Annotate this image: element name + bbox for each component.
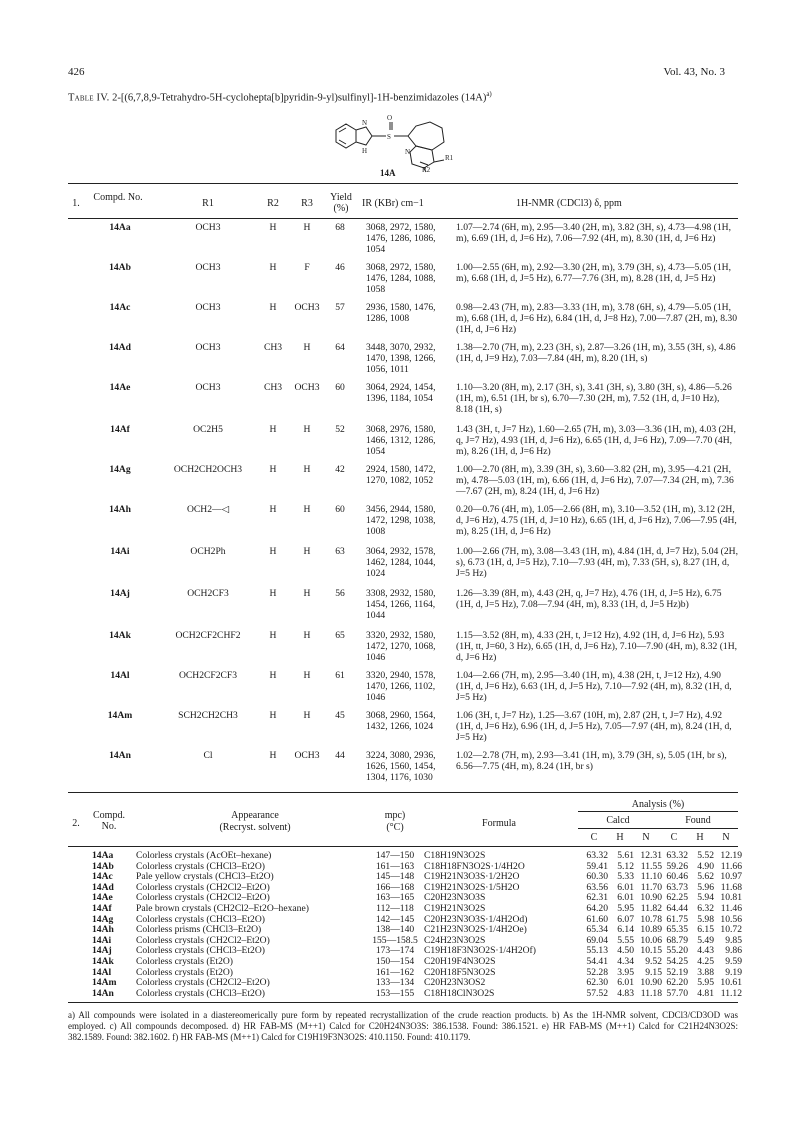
table1-header-r2: R2 — [267, 198, 279, 209]
table2-cell-found: 5.98 — [697, 913, 714, 925]
table1-cell-yield: 52 — [335, 424, 345, 435]
table2-cell-appearance: Colorless crystals (CHCl3–Et2O) — [136, 860, 265, 872]
table2-cell-id: 14Ab — [92, 860, 114, 872]
table2-header-calcd-n: N — [642, 832, 650, 843]
table2-analysis-rule — [578, 811, 738, 812]
table1-cell-r3: H — [303, 464, 311, 475]
table2-cell-found: 10.81 — [720, 892, 742, 904]
table2-cell-found: 5.52 — [697, 850, 714, 861]
table1-cell-r1: OCH2CH2OCH3 — [173, 464, 243, 475]
table1-header-r1: R1 — [202, 198, 214, 209]
table2-cell-found: 11.12 — [720, 987, 742, 999]
table2-cell-mp: 133—134 — [375, 977, 415, 989]
table2-cell-calcd: 59.41 — [586, 860, 608, 872]
table1-cell-r1: SCH2CH2CH3 — [178, 710, 238, 721]
table2-cell-formula: C20H23N3O3S — [424, 892, 486, 904]
table1-cell-r3: H — [303, 630, 311, 641]
table1-cell-yield: 44 — [335, 750, 345, 761]
structure-atom-pyridine-n: N — [405, 148, 411, 156]
table2-cell-found: 54.25 — [666, 956, 688, 967]
table1-header-rule — [68, 218, 738, 219]
table2-cell-appearance: Colorless crystals (CHCl3–Et2O) — [136, 913, 265, 925]
table1-cell-id: 14Al — [110, 670, 130, 681]
table1-cell-r2: CH3 — [263, 342, 283, 353]
table2-cell-found: 61.75 — [666, 913, 688, 925]
table2-cell-calcd: 11.70 — [640, 881, 662, 893]
table1-cell-yield: 61 — [335, 670, 345, 681]
table1-cell-nmr: 1.10—3.20 (8H, m), 2.17 (3H, s), 3.41 (3H, s), 3.80 (3H, s), 4.86—5.26 (1H, m), 6.51 (1H, br s), 6.70—7.30 (2H, m), 7.52 (1H, d, J=10 Hz), 8.18 (1H, s) — [456, 382, 732, 416]
table2-cell-mp: 138—140 — [375, 924, 415, 936]
table2-cell-calcd: 64.20 — [586, 903, 608, 914]
table1-cell-ir: 2924, 1580, 1472, 1270, 1082, 1052 — [366, 464, 436, 487]
table1-cell-r1: OCH2CF2CHF2 — [175, 630, 241, 641]
table2-cell-found: 9.19 — [725, 966, 742, 978]
table2-cell-calcd: 63.32 — [586, 850, 608, 861]
table2-cell-appearance: Colorless prisms (CHCl3–Et2O) — [136, 924, 262, 936]
table1-number: 1. — [72, 198, 80, 209]
table2-cell-id: 14Ag — [92, 913, 114, 925]
table2-cell-calcd: 5.33 — [617, 871, 634, 883]
table2-cell-calcd: 54.41 — [586, 956, 608, 967]
table2-cell-calcd: 5.61 — [617, 850, 634, 861]
table2-cell-found: 65.35 — [666, 924, 688, 936]
table1-cell-yield: 45 — [335, 710, 345, 721]
table2-header-formula: Formula — [482, 818, 516, 829]
table2-cell-mp: 147—150 — [375, 850, 415, 861]
structure-label: 14A — [380, 168, 396, 178]
table2-cell-mp: 145—148 — [375, 871, 415, 883]
table1-cell-r2: H — [269, 302, 277, 313]
table2-cell-appearance: Colorless crystals (Et2O) — [136, 956, 233, 967]
table2-header-found-h: H — [696, 832, 704, 843]
table2-header-analysis: Analysis (%) — [631, 799, 685, 810]
table2-cell-found: 9.85 — [725, 934, 742, 946]
table1-cell-r1: OCH3 — [195, 382, 221, 393]
table-label: Table IV. — [68, 92, 110, 104]
table2-cell-mp: 112—118 — [376, 903, 414, 914]
table2-cell-appearance: Pale brown crystals (CH2Cl2–Et2O–hexane) — [136, 903, 309, 914]
table2-cell-calcd: 4.83 — [617, 987, 634, 999]
table1-cell-yield: 56 — [335, 588, 345, 599]
table2-cell-found: 9.86 — [725, 945, 742, 957]
table2-header-mp: mpc) — [384, 810, 406, 821]
table2-cell-calcd: 9.15 — [645, 966, 662, 978]
table2-cell-found: 59.26 — [666, 860, 688, 872]
table1-cell-r2: H — [269, 222, 277, 233]
table2-cell-found: 63.32 — [666, 850, 688, 861]
table2-cell-found: 10.61 — [720, 977, 742, 989]
table1-cell-nmr: 1.00—2.55 (6H, m), 2.92—3.30 (2H, m), 3.79 (3H, s), 4.73—5.05 (1H, m), 6.68 (1H, d, J=5 Hz), 6.77—7.76 (3H, m), 8.28 (1H, d, J=5 Hz) — [456, 262, 732, 285]
journal-volume: Vol. 43, No. 3 — [663, 66, 725, 78]
table1-cell-nmr: 1.43 (3H, t, J=7 Hz), 1.60—2.65 (7H, m), 3.03—3.36 (1H, m), 4.03 (2H, q, J=7 Hz), 4.93 (1H, d, J=6 Hz), 6.65 (1H, d, J=6 Hz), 7.09—7.70 (4H, m), 8.26 (1H, d, J=6 Hz) — [456, 424, 736, 458]
table2-cell-id: 14Ad — [92, 881, 114, 893]
table2-cell-found: 4.81 — [697, 987, 714, 999]
table2-cell-appearance: Colorless crystals (CHCl3–Et2O) — [136, 945, 265, 957]
table1-cell-r2: H — [269, 750, 277, 761]
table2-cell-calcd: 57.52 — [586, 987, 608, 999]
table1-header-ir: IR (KBr) cm−1 — [362, 198, 424, 209]
table1-cell-yield: 63 — [335, 546, 345, 557]
table1-cell-ir: 3068, 2972, 1580, 1476, 1286, 1086, 1054 — [366, 222, 436, 256]
table2-cell-mp: 155—158.5 — [372, 934, 418, 946]
table2-cell-id: 14Ae — [92, 892, 113, 904]
table1-cell-nmr: 1.04—2.66 (7H, m), 2.95—3.40 (1H, m), 4.38 (2H, t, J=12 Hz), 4.90 (1H, d, J=6 Hz), 6.63 (1H, d, J=5 Hz), 7.10—7.92 (4H, m), 8.32 (1H, d, J=5 Hz) — [456, 670, 732, 704]
table2-cell-calcd: 9.52 — [645, 956, 662, 967]
table1-cell-r3: OCH3 — [294, 302, 320, 313]
table2-cell-formula: C20H19F4N3O2S — [424, 956, 496, 967]
table1-cell-yield: 42 — [335, 464, 345, 475]
table2-cell-calcd: 10.06 — [640, 934, 662, 946]
table2-cell-formula: C24H23N3O2S — [424, 934, 486, 946]
table2-cell-calcd: 5.55 — [617, 934, 634, 946]
table2-cell-mp: 142—145 — [375, 913, 415, 925]
table2-header-calcd-h: H — [616, 832, 624, 843]
table1-cell-yield: 60 — [335, 382, 345, 393]
table1-cell-r1: OC2H5 — [193, 424, 223, 435]
table2-cell-found: 3.88 — [697, 966, 714, 978]
table1-cell-r2: H — [269, 670, 277, 681]
table1-cell-r3: H — [303, 342, 311, 353]
table2-cell-calcd: 69.04 — [586, 934, 608, 946]
table2-cell-appearance: Pale yellow crystals (CHCl3–Et2O) — [136, 871, 274, 883]
table2-cell-found: 62.20 — [666, 977, 688, 989]
table1-top-rule — [68, 183, 738, 184]
table2-cell-calcd: 6.01 — [617, 977, 634, 989]
table1-cell-nmr: 1.15—3.52 (8H, m), 4.33 (2H, t, J=12 Hz), 4.92 (1H, d, J=6 Hz), 5.93 (1H, tt, J=60, 3 Hz), 6.65 (1H, d, J=6 Hz), 7.10—7.90 (4H, m), 8.32 (1H, d, J=6 Hz) — [456, 630, 738, 664]
table1-cell-yield: 60 — [335, 504, 345, 515]
table2-cell-formula: C21H23N3O2S·1/4H2Oe) — [424, 924, 527, 936]
table1-cell-ir: 2936, 1580, 1476, 1286, 1008 — [366, 302, 436, 325]
table2-cell-found: 64.44 — [666, 903, 688, 914]
table2-cell-calcd: 5.95 — [617, 903, 634, 914]
table1-cell-r3: H — [303, 222, 311, 233]
table2-cell-calcd: 12.31 — [640, 850, 662, 861]
table2-cell-found: 4.25 — [697, 956, 714, 967]
table1-cell-id: 14Ae — [109, 382, 131, 393]
table2-cell-appearance: Colorless crystals (CH2Cl2–Et2O) — [136, 892, 270, 904]
table2-cell-mp: 166—168 — [375, 881, 415, 893]
table2-cell-mp: 173—174 — [375, 945, 415, 957]
table1-cell-nmr: 1.38—2.70 (7H, m), 2.23 (3H, s), 2.87—3.26 (1H, m), 3.55 (3H, s), 4.86 (1H, d, J=9 Hz), 7.03—7.84 (4H, m), 8.20 (1H, s) — [456, 342, 736, 365]
structure-atom-s: S — [387, 133, 391, 141]
table2-cell-calcd: 10.90 — [640, 977, 662, 989]
table2-cell-calcd: 65.34 — [586, 924, 608, 936]
table2-cell-appearance: Colorless crystals (CHCl3–Et2O) — [136, 987, 265, 999]
table2-cell-mp: 161—162 — [375, 966, 415, 978]
table1-cell-id: 14Ag — [109, 464, 131, 475]
table2-cell-id: 14Ai — [92, 934, 112, 946]
table2-cell-found: 6.15 — [697, 924, 714, 936]
table1-header-r3: R3 — [301, 198, 313, 209]
table2-cell-calcd: 6.14 — [617, 924, 634, 936]
table1-cell-id: 14Ac — [109, 302, 131, 313]
table1-cell-r3: F — [304, 262, 310, 273]
table1-cell-ir: 3308, 2932, 1580, 1454, 1266, 1164, 1044 — [366, 588, 436, 622]
table2-cell-id: 14Am — [92, 977, 117, 989]
table1-cell-r2: H — [269, 546, 277, 557]
table2-cell-calcd: 10.90 — [640, 892, 662, 904]
structure-atom-h: H — [362, 147, 368, 155]
table2-cell-formula: C18H19N3O2S — [424, 850, 486, 861]
table2-subheader-rule — [578, 828, 738, 829]
table2-cell-id: 14Ak — [92, 956, 114, 967]
table1-header-compd: Compd. No. — [93, 192, 143, 203]
table2-cell-found: 55.20 — [666, 945, 688, 957]
table1-cell-r3: H — [303, 504, 311, 515]
table2-header-found: Found — [685, 815, 711, 826]
table2-cell-found: 10.72 — [720, 924, 742, 936]
table2-cell-calcd: 61.60 — [586, 913, 608, 925]
table2-cell-calcd: 6.01 — [617, 892, 634, 904]
table1-cell-r1: OCH3 — [195, 222, 221, 233]
table2-cell-mp: 153—155 — [375, 987, 415, 999]
table1-cell-r3: OCH3 — [294, 750, 320, 761]
table2-cell-formula: C20H18F5N3O2S — [424, 966, 496, 978]
caption-footnote-mark: a) — [486, 90, 492, 98]
table1-cell-r3: H — [303, 546, 311, 557]
table1-cell-ir: 3456, 2944, 1580, 1472, 1298, 1038, 1008 — [366, 504, 436, 538]
table2-cell-calcd: 11.10 — [640, 871, 662, 883]
table1-cell-id: 14An — [109, 750, 131, 761]
table2-cell-calcd: 60.30 — [586, 871, 608, 883]
table-footnotes: a) All compounds were isolated in a diastereomerically pure form by repeated recrystallization of the crude reaction products. b) As the 1H-NMR solvent, CDCl3/CD3OD was employed. c) All compounds decomposed. d) HR FAB-MS (M++1) Calcd for C20H24N3O3S: 386.1538. Found: 386.1521. e) HR FAB-MS (M++1) Calcd for C21H24N3O2S: 382.1589. Found: 382.1602. f) HR FAB-MS (M++1) Calcd for C19H19F3N3O2S: 410.1150. Found: 410.1179. — [68, 1010, 738, 1042]
table2-cell-found: 5.96 — [697, 881, 714, 893]
table2-cell-appearance: Colorless crystals (AcOEt–hexane) — [136, 850, 272, 861]
table2-cell-calcd: 62.30 — [586, 977, 608, 989]
table2-header-calcd: Calcd — [606, 815, 630, 826]
table2-cell-found: 11.68 — [720, 881, 742, 893]
table2-cell-formula: C20H23N3OS2 — [424, 977, 486, 989]
table2-cell-calcd: 6.01 — [617, 881, 634, 893]
table1-header-yield: Yield (%) — [330, 192, 352, 214]
table2-cell-appearance: Colorless crystals (CH2Cl2–Et2O) — [136, 977, 270, 989]
table2-cell-found: 10.56 — [720, 913, 742, 925]
table1-cell-nmr: 1.26—3.39 (8H, m), 4.43 (2H, q, J=7 Hz), 4.76 (1H, d, J=5 Hz), 6.75 (1H, d, J=5 Hz), 7.08—7.94 (4H, m), 8.33 (1H, d, J=5 Hz)b) — [456, 588, 722, 611]
table2-header-appearance: Appearance — [231, 810, 279, 821]
structure-atom-n: N — [362, 119, 368, 127]
table2-cell-found: 62.25 — [666, 892, 688, 904]
table2-cell-calcd: 52.28 — [586, 966, 608, 978]
table1-cell-ir: 3320, 2932, 1580, 1472, 1270, 1068, 1046 — [366, 630, 436, 664]
table2-cell-found: 4.43 — [697, 945, 714, 957]
table2-cell-found: 68.79 — [666, 934, 688, 946]
table2-header-found-c: C — [670, 832, 678, 843]
table2-cell-id: 14Aa — [92, 850, 114, 861]
table2-cell-found: 60.46 — [666, 871, 688, 883]
table1-cell-ir: 3068, 2976, 1580, 1466, 1312, 1286, 1054 — [366, 424, 436, 458]
table2-cell-mp: 150—154 — [375, 956, 415, 967]
table2-cell-calcd: 4.50 — [617, 945, 634, 957]
table2-cell-found: 52.19 — [666, 966, 688, 978]
table2-cell-found: 11.46 — [720, 903, 742, 914]
table1-cell-ir: 3068, 2972, 1580, 1476, 1284, 1088, 1058 — [366, 262, 436, 296]
table2-header-rule — [68, 846, 738, 847]
table1-cell-yield: 65 — [335, 630, 345, 641]
table1-cell-r2: H — [269, 424, 277, 435]
table1-cell-nmr: 1.00—2.66 (7H, m), 3.08—3.43 (1H, m), 4.84 (1H, d, J=7 Hz), 5.04 (2H, s), 6.73 (1H, d, J=5 Hz), 7.10—7.93 (4H, m), 7.33 (5H, s), 8.27 (1H, d, J=5 Hz) — [456, 546, 739, 580]
table2-cell-id: 14Ah — [92, 924, 114, 936]
table2-header-calcd-c: C — [590, 832, 598, 843]
table1-cell-r1: OCH2CF2CF3 — [178, 670, 238, 681]
table2-cell-found: 11.66 — [720, 860, 742, 872]
table1-cell-id: 14Ai — [110, 546, 130, 557]
table2-cell-found: 9.59 — [725, 956, 742, 967]
table2-cell-found: 63.73 — [666, 881, 688, 893]
table1-cell-id: 14Aj — [110, 588, 130, 599]
table1-cell-id: 14Ah — [109, 504, 131, 515]
table1-cell-r2: H — [269, 464, 277, 475]
table2-cell-formula: C19H21N3O3S·1/2H2O — [424, 871, 520, 883]
table-caption — [68, 90, 738, 104]
table1-cell-id: 14Am — [107, 710, 133, 721]
table2-cell-formula: C18H18ClN3O2S — [424, 987, 495, 999]
table2-cell-calcd: 62.31 — [586, 892, 608, 904]
table1-cell-yield: 46 — [335, 262, 345, 273]
table1-cell-r1: OCH2—◁ — [186, 504, 230, 515]
table2-cell-appearance: Colorless crystals (CH2Cl2–Et2O) — [136, 934, 270, 946]
table2-header-mp-unit: (°C) — [386, 822, 404, 833]
table1-cell-id: 14Ab — [109, 262, 131, 273]
table2-cell-calcd: 10.15 — [640, 945, 662, 957]
table2-header-compd: Compd. No. — [93, 810, 125, 832]
table1-cell-nmr: 1.07—2.74 (6H, m), 2.95—3.40 (2H, m), 3.82 (3H, s), 4.73—4.98 (1H, m), 6.69 (1H, d, J=6 Hz), 7.06—7.92 (4H, m), 8.30 (1H, d, J=6 Hz) — [456, 222, 732, 245]
table2-cell-id: 14Al — [92, 966, 112, 978]
table2-cell-calcd: 10.78 — [640, 913, 662, 925]
table1-cell-r1: OCH3 — [195, 302, 221, 313]
table2-cell-formula: C19H18F3N3O2S·1/4H2Of) — [424, 945, 536, 957]
table2-cell-found: 57.70 — [666, 987, 688, 999]
table1-cell-r2: CH3 — [263, 382, 283, 393]
table2-cell-found: 6.32 — [697, 903, 714, 914]
table1-cell-nmr: 1.02—2.78 (7H, m), 2.93—3.41 (1H, m), 3.79 (3H, s), 5.05 (1H, br s), 6.56—7.75 (4H, m), 8.24 (1H, br s) — [456, 750, 727, 773]
table1-cell-id: 14Ad — [109, 342, 131, 353]
table2-top-rule — [68, 792, 738, 793]
structure-atom-o: O — [387, 114, 393, 122]
table1-cell-r2: H — [269, 588, 277, 599]
table2-cell-mp: 161—163 — [375, 860, 415, 872]
table1-cell-yield: 57 — [335, 302, 345, 313]
table1-cell-id: 14Ak — [109, 630, 131, 641]
table1-cell-id: 14Af — [110, 424, 130, 435]
table1-cell-r2: H — [269, 504, 277, 515]
table1-cell-yield: 64 — [335, 342, 345, 353]
table1-cell-r1: OCH3 — [195, 342, 221, 353]
table1-cell-r1: OCH2Ph — [190, 546, 226, 557]
table2-cell-appearance: Colorless crystals (Et2O) — [136, 966, 233, 978]
table2-cell-calcd: 3.95 — [617, 966, 634, 978]
table1-cell-r2: H — [269, 630, 277, 641]
table1-cell-nmr: 0.98—2.43 (7H, m), 2.83—3.33 (1H, m), 3.78 (6H, s), 4.79—5.05 (1H, m), 6.68 (1H, d, J=6 Hz), 6.84 (1H, d, J=8 Hz), 7.00—7.87 (2H, m), 8.30 (1H, d, J=6 Hz) — [456, 302, 738, 336]
table2-cell-calcd: 55.13 — [586, 945, 608, 957]
table1-cell-nmr: 1.06 (3H, t, J=7 Hz), 1.25—3.67 (10H, m), 2.87 (2H, t, J=7 Hz), 4.92 (1H, d, J=6 Hz), 6.96 (1H, d, J=5 Hz), 7.05—7.97 (4H, m), 8.24 (1H, d, J=5 Hz) — [456, 710, 732, 744]
table2-cell-calcd: 5.12 — [617, 860, 634, 872]
table1-cell-ir: 3068, 2960, 1564, 1432, 1266, 1024 — [366, 710, 436, 733]
table1-cell-r3: H — [303, 424, 311, 435]
table2-cell-calcd: 63.56 — [586, 881, 608, 893]
table2-cell-id: 14Ac — [92, 871, 113, 883]
table1-cell-ir: 3448, 3070, 2932, 1470, 1398, 1266, 1056, 1011 — [366, 342, 436, 376]
table2-cell-id: 14Af — [92, 903, 112, 914]
table2-cell-formula: C19H21N3O2S — [424, 903, 486, 914]
table2-header-solvent: (Recryst. solvent) — [219, 822, 291, 833]
table2-cell-found: 5.49 — [697, 934, 714, 946]
table2-cell-calcd: 11.18 — [640, 987, 662, 999]
table2-cell-formula: C18H18FN3O2S·1/4H2O — [424, 860, 525, 872]
table2-cell-id: 14An — [92, 987, 114, 999]
table2-cell-mp: 163—165 — [375, 892, 415, 904]
table2-cell-calcd: 6.07 — [617, 913, 634, 925]
table2-cell-found: 12.19 — [720, 850, 742, 861]
table2-bottom-rule — [68, 1002, 738, 1003]
table1-cell-ir: 3224, 3080, 2936, 1626, 1560, 1454, 1304, 1176, 1030 — [366, 750, 436, 784]
table1-cell-r2: H — [269, 262, 277, 273]
table2-number: 2. — [72, 818, 80, 829]
page-number: 426 — [68, 66, 85, 78]
table1-cell-r1: Cl — [203, 750, 213, 761]
table2-cell-calcd: 10.89 — [640, 924, 662, 936]
table1-cell-r3: H — [303, 588, 311, 599]
table1-cell-r3: H — [303, 710, 311, 721]
table2-header-found-n: N — [722, 832, 730, 843]
table1-cell-yield: 68 — [335, 222, 345, 233]
table1-cell-nmr: 1.00—2.70 (8H, m), 3.39 (3H, s), 3.60—3.82 (2H, m), 3.95—4.21 (2H, m), 4.78—5.03 (1H, m), 6.66 (1H, d, J=6 Hz), 7.07—7.34 (2H, m), 7.36—7.67 (2H, m), 8.24 (1H, d, J=6 Hz) — [456, 464, 734, 498]
table1-cell-r2: H — [269, 710, 277, 721]
table2-cell-found: 5.62 — [697, 871, 714, 883]
table-title: 2-[(6,7,8,9-Tetrahydro-5H-cyclohepta[b]pyridin-9-yl)sulfinyl]-1H-benzimidazoles (14A) — [112, 92, 487, 104]
table1-cell-ir: 3320, 2940, 1578, 1470, 1266, 1102, 1046 — [366, 670, 436, 704]
table2-cell-calcd: 11.55 — [640, 860, 662, 872]
table1-cell-nmr: 0.20—0.76 (4H, m), 1.05—2.66 (8H, m), 3.10—3.52 (1H, m), 3.12 (2H, d, J=6 Hz), 4.75 (1H, d, J=10 Hz), 6.65 (1H, d, J=6 Hz), 7.06—7.95 (4H, m), 8.25 (1H, d, J=6 Hz) — [456, 504, 737, 538]
table1-cell-id: 14Aa — [109, 222, 131, 233]
table2-cell-formula: C20H23N3O3S·1/4H2Od) — [424, 913, 528, 925]
table1-cell-ir: 3064, 2924, 1454, 1396, 1184, 1054 — [366, 382, 436, 405]
table2-cell-found: 4.90 — [697, 860, 714, 872]
table1-cell-r1: OCH2CF3 — [187, 588, 229, 599]
structure-substituent-r2: R2 — [422, 166, 431, 174]
table2-cell-calcd: 11.82 — [640, 903, 662, 914]
structure-substituent-r1: R1 — [445, 154, 454, 162]
table1-cell-r1: OCH3 — [195, 262, 221, 273]
table2-cell-id: 14Aj — [92, 945, 112, 957]
table1-cell-r3: H — [303, 670, 311, 681]
chemical-structure-14A — [316, 108, 476, 174]
table2-cell-found: 5.95 — [697, 977, 714, 989]
table1-cell-ir: 3064, 2932, 1578, 1462, 1284, 1044, 1024 — [366, 546, 436, 580]
table2-cell-appearance: Colorless crystals (CH2Cl2–Et2O) — [136, 881, 270, 893]
table1-cell-r3: OCH3 — [294, 382, 320, 393]
table1-header-nmr: 1H-NMR (CDCl3) δ, ppm — [516, 198, 622, 209]
table2-cell-formula: C19H21N3O2S·1/5H2O — [424, 881, 520, 893]
table2-cell-found: 10.97 — [720, 871, 742, 883]
table2-cell-calcd: 4.34 — [617, 956, 634, 967]
table2-cell-found: 5.94 — [697, 892, 714, 904]
